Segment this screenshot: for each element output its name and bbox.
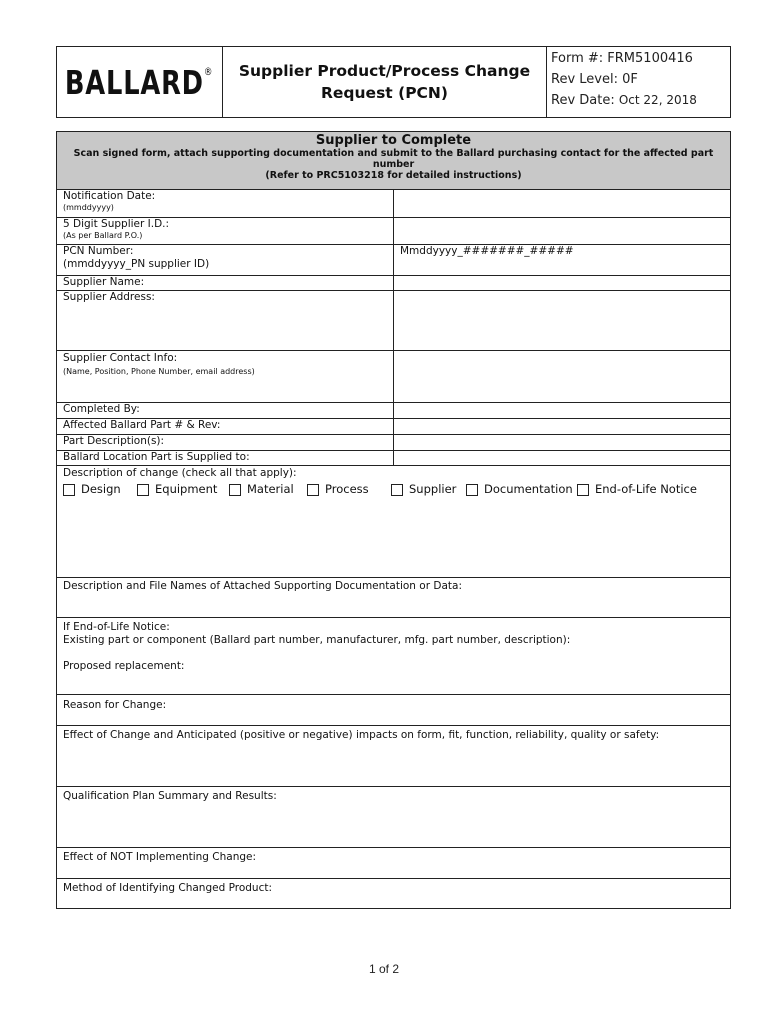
row-location (57, 451, 731, 466)
row-supplier-contact (57, 351, 731, 403)
effect-label: Effect of Change and Anticipated (positive or negative) impacts on form, fit, function, reliability, quality or safety: (57, 726, 731, 787)
row-attached-docs[interactable] (57, 578, 731, 618)
pcn-number-field[interactable]: Mmddyyyy_#######_##### (394, 245, 731, 276)
checkbox-end-of-life-notice[interactable]: End-of-Life Notice (577, 483, 697, 496)
rev-date: Rev Date: Oct 22, 2018 (551, 93, 697, 108)
row-qualification[interactable] (57, 787, 731, 848)
row-notification-date (57, 190, 731, 218)
notification-date-hint: (mmddyyyy) (63, 203, 114, 212)
row-affected-part (57, 419, 731, 435)
rev-level: Rev Level: 0F (551, 72, 638, 87)
supplier-contact-hint: (Name, Position, Phone Number, email address) (63, 367, 255, 376)
notification-date-field[interactable] (394, 190, 731, 218)
eol-heading: If End-of-Life Notice: (63, 621, 170, 633)
completed-by-field[interactable] (394, 403, 731, 419)
checkbox-supplier[interactable]: Supplier (391, 483, 466, 496)
identifying-label: Method of Identifying Changed Product: (57, 879, 731, 909)
checkbox-box[interactable] (577, 484, 589, 496)
row-not-implementing[interactable] (57, 848, 731, 879)
location-field[interactable] (394, 451, 731, 466)
supplier-id-label: 5 Digit Supplier I.D.: (63, 218, 170, 230)
change-type-checkboxes (63, 483, 724, 496)
row-supplier-name (57, 276, 731, 291)
supplier-id-field[interactable] (394, 218, 731, 245)
location-label: Ballard Location Part is Supplied to: (57, 451, 394, 466)
row-supplier-id (57, 218, 731, 245)
ballard-logo: BALLARD® (65, 62, 214, 102)
form-meta (547, 47, 730, 117)
checkbox-box[interactable] (63, 484, 75, 496)
affected-part-label: Affected Ballard Part # & Rev: (57, 419, 394, 435)
checkbox-box[interactable] (307, 484, 319, 496)
supplier-name-label: Supplier Name: (57, 276, 394, 291)
form-title (223, 47, 547, 117)
pcn-form-table (56, 131, 731, 909)
not-implementing-label: Effect of NOT Implementing Change: (57, 848, 731, 879)
registered-mark: ® (204, 64, 214, 78)
checkbox-box[interactable] (229, 484, 241, 496)
row-reason[interactable] (57, 695, 731, 726)
row-completed-by (57, 403, 731, 419)
checkbox-design[interactable]: Design (63, 483, 137, 496)
checkbox-box[interactable] (391, 484, 403, 496)
supplier-contact-field[interactable] (394, 351, 731, 403)
title-line-1: Supplier Product/Process Change (238, 62, 531, 80)
row-part-description (57, 435, 731, 451)
eol-replacement-label: Proposed replacement: (63, 660, 185, 672)
form-number: Form #: FRM5100416 (551, 51, 693, 66)
part-description-field[interactable] (394, 435, 731, 451)
supplier-id-hint: (As per Ballard P.O.) (63, 231, 143, 240)
band-title: Supplier to Complete (315, 133, 472, 148)
supplier-to-complete-band (57, 132, 731, 190)
row-supplier-address (57, 291, 731, 351)
form-header (56, 46, 731, 118)
title-line-2: Request (PCN) (320, 84, 448, 102)
supplier-name-field[interactable] (394, 276, 731, 291)
checkbox-material[interactable]: Material (229, 483, 307, 496)
part-description-label: Part Description(s): (57, 435, 394, 451)
affected-part-field[interactable] (394, 419, 731, 435)
reason-label: Reason for Change: (57, 695, 731, 726)
eol-existing-label: Existing part or component (Ballard part number, manufacturer, mfg. part number, description): (63, 634, 571, 646)
notification-date-label: Notification Date: (63, 190, 156, 202)
band-instruction: Scan signed form, attach supporting documentation and submit to the Ballard purchasing contact for the affected part number (73, 148, 714, 170)
checkbox-documentation[interactable]: Documentation (466, 483, 577, 496)
row-effect[interactable] (57, 726, 731, 787)
completed-by-label: Completed By: (57, 403, 394, 419)
checkbox-process[interactable]: Process (307, 483, 391, 496)
supplier-contact-label: Supplier Contact Info: (63, 352, 178, 364)
band-reference: (Refer to PRC5103218 for detailed instructions) (265, 170, 522, 181)
checkbox-box[interactable] (137, 484, 149, 496)
change-types-label: Description of change (check all that apply): (63, 467, 297, 479)
row-pcn-number (57, 245, 731, 276)
row-identifying[interactable] (57, 879, 731, 909)
page-number: 1 of 2 (368, 962, 400, 976)
supplier-address-field[interactable] (394, 291, 731, 351)
row-end-of-life[interactable] (57, 618, 731, 695)
attached-docs-label: Description and File Names of Attached Supporting Documentation or Data: (57, 578, 731, 618)
qualification-label: Qualification Plan Summary and Results: (57, 787, 731, 848)
checkbox-equipment[interactable]: Equipment (137, 483, 229, 496)
pcn-number-label: PCN Number: (63, 245, 134, 257)
supplier-address-label: Supplier Address: (57, 291, 394, 351)
logo-cell (57, 47, 223, 117)
pcn-number-hint: (mmddyyyy_PN supplier ID) (63, 258, 210, 270)
row-change-types (57, 466, 731, 578)
checkbox-box[interactable] (466, 484, 478, 496)
